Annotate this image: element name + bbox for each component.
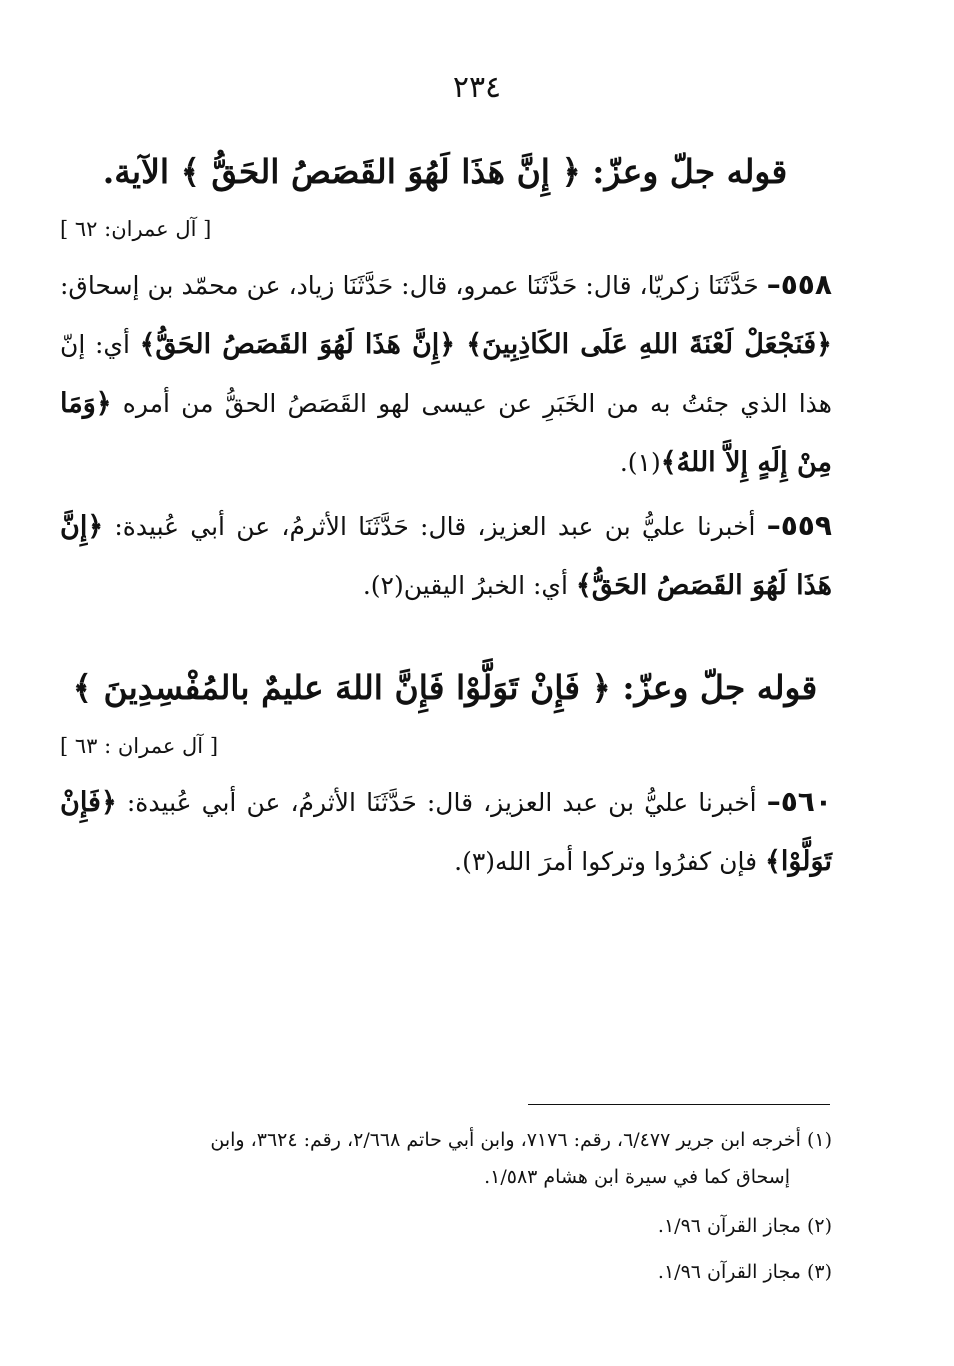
section-heading: قوله جلّ وعزّ: ﴿ إِنَّ هَذَا لَهُوَ القَصَصُ الحَقُّ ﴾ الآية. (102, 152, 788, 191)
hadith-entry (60, 772, 832, 891)
quran-verse: ﴿إِنَّ هَذَا لَهُوَ القَصَصُ الحَقُّ﴾ (60, 511, 832, 601)
entry-text: فإن كفرُوا وتركوا أمرَ الله(٣). (454, 847, 766, 876)
footnote-marker: (٣) (806, 1261, 832, 1283)
footnote (60, 1122, 832, 1196)
footnote (60, 1208, 832, 1245)
entry-text: أخبرنا عليُّ بن عبد العزيز، قال: حَدَّثَنَا الأثرمُ، عن أبي عُبيدة: (116, 788, 767, 817)
footnote-marker: (٢) (806, 1215, 832, 1237)
quran-verse: ﴿وَمَا مِنْ إِلَهٍ إِلاَّ اللهُ﴾ (60, 388, 832, 478)
entry-text: أخبرنا عليُّ بن عبد العزيز، قال: حَدَّثَنَا الأثرمُ، عن أبي عُبيدة: (103, 512, 767, 541)
footnote-text: مجاز القرآن ١/٩٦. (657, 1261, 801, 1283)
quran-verse: ﴿فَنَجْعَلْ لَعْنَةَ اللهِ عَلَى الكَاذِبِينَ﴾ ﴿إِنَّ هَذَا لَهُوَ القَصَصُ الحَقُّ﴾ (139, 329, 832, 360)
entry-text: حَدَّثَنَا زكريّا، قال: حَدَّثَنَا عمرو، قال: حَدَّثَنَا زياد، عن محمّد بن إسحاق: (60, 271, 767, 300)
entry-number: ٥٥٩– (766, 509, 832, 542)
page-number: ٢٣٤ (452, 70, 502, 105)
verse-reference: [ آل عمران: ٦٢ ] (60, 217, 212, 241)
footnote-text: أخرجه ابن جرير ٦/٤٧٧، رقم: ٧١٧٦، وابن أبي حاتم ٢/٦٦٨، رقم: ٣٦٢٤، وابن (210, 1129, 801, 1151)
entry-number: ٥٥٨– (766, 268, 832, 301)
section-heading: قوله جلّ وعزّ: ﴿ فَإِنْ تَوَلَّوْا فَإِنَّ اللهَ عليمٌ بالمُفْسِدِينَ ﴾ (72, 668, 818, 707)
entry-number: ٥٦٠– (766, 785, 832, 818)
verse-reference: [ آل عمران : ٦٣ ] (60, 734, 219, 758)
footnote (60, 1254, 832, 1291)
footnote-ref: (١). (619, 448, 661, 477)
entry-text: أي: الخبرُ اليقين(٢). (362, 571, 576, 600)
hadith-entry (60, 496, 832, 615)
footnote-text-continuation: إسحاق كما في سيرة ابن هشام ١/٥٨٣. (484, 1166, 790, 1188)
footnote-text: مجاز القرآن ١/٩٦. (657, 1215, 801, 1237)
entry-text: أي: إنّ هذا الذي جئتُ به من الخَبَرِ عن عيسى لهو القَصَصُ الحقُّ من أمره (60, 330, 832, 418)
quran-verse: ﴿فَإِنْ تَوَلَّوْا﴾ (60, 787, 832, 877)
footnote-marker: (١) (806, 1129, 832, 1151)
hadith-entry (60, 255, 832, 492)
footnote-divider (528, 1104, 830, 1105)
